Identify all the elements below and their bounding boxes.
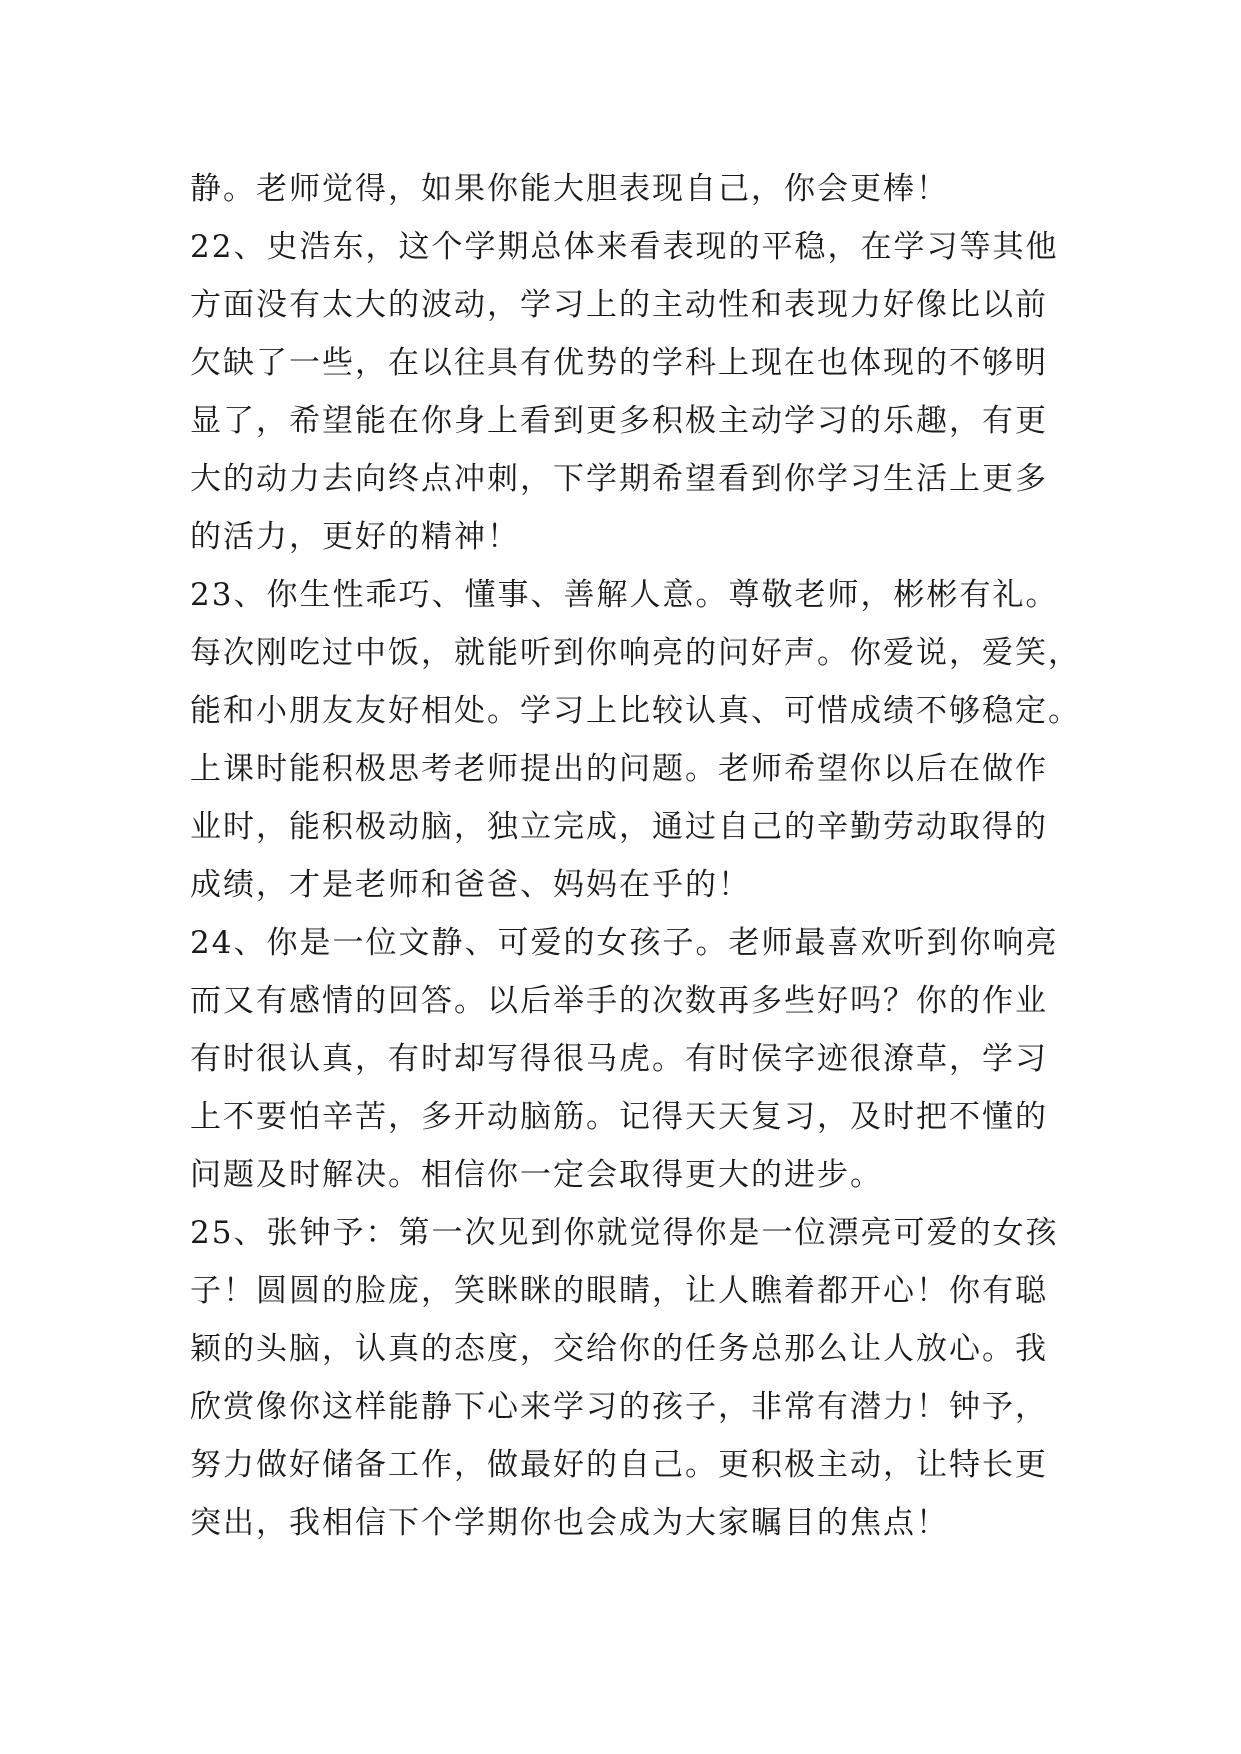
text-line: 显了，希望能在你身上看到更多积极主动学习的乐趣，有更 bbox=[190, 403, 1048, 439]
text-line: 每次刚吃过中饭，就能听到你响亮的问好声。你爱说，爱笑， bbox=[190, 635, 1081, 671]
text-line: 25、张钟予：第一次见到你就觉得你是一位漂亮可爱的女孩 bbox=[190, 1215, 1059, 1251]
text-line: 成绩，才是老师和爸爸、妈妈在乎的！ bbox=[190, 867, 751, 903]
text-line: 问题及时解决。相信你一定会取得更大的进步。 bbox=[190, 1157, 883, 1193]
text-line: 的活力，更好的精神！ bbox=[190, 519, 520, 555]
text-line: 努力做好储备工作，做最好的自己。更积极主动，让特长更 bbox=[190, 1447, 1048, 1483]
text-line: 子！圆圆的脸庞，笑眯眯的眼睛，让人瞧着都开心！你有聪 bbox=[190, 1273, 1048, 1309]
text-line: 业时，能积极动脑，独立完成，通过自己的辛勤劳动取得的 bbox=[190, 809, 1048, 845]
text-line: 上不要怕辛苦，多开动脑筋。记得天天复习，及时把不懂的 bbox=[190, 1099, 1048, 1135]
text-line: 能和小朋友友好相处。学习上比较认真、可惜成绩不够稳定。 bbox=[190, 693, 1081, 729]
text-line: 24、你是一位文静、可爱的女孩子。老师最喜欢听到你响亮 bbox=[190, 925, 1059, 961]
text-line: 大的动力去向终点冲刺，下学期希望看到你学习生活上更多 bbox=[190, 461, 1048, 497]
document-body bbox=[190, 160, 1090, 1552]
text-line: 23、你生性乖巧、懂事、善解人意。尊敬老师，彬彬有礼。 bbox=[190, 577, 1059, 613]
text-line: 而又有感情的回答。以后举手的次数再多些好吗？你的作业 bbox=[190, 983, 1048, 1019]
text-line: 突出，我相信下个学期你也会成为大家瞩目的焦点！ bbox=[190, 1505, 949, 1541]
text-line: 静。老师觉得，如果你能大胆表现自己，你会更棒！ bbox=[190, 171, 949, 207]
text-line: 有时很认真，有时却写得很马虎。有时侯字迹很潦草，学习 bbox=[190, 1041, 1048, 1077]
text-line: 欠缺了一些，在以往具有优势的学科上现在也体现的不够明 bbox=[190, 345, 1048, 381]
text-line: 22、史浩东，这个学期总体来看表现的平稳，在学习等其他 bbox=[190, 229, 1059, 265]
text-line: 上课时能积极思考老师提出的问题。老师希望你以后在做作 bbox=[190, 751, 1048, 787]
text-line: 方面没有太大的波动，学习上的主动性和表现力好像比以前 bbox=[190, 287, 1048, 323]
text-line: 欣赏像你这样能静下心来学习的孩子，非常有潜力！钟予， bbox=[190, 1389, 1048, 1425]
text-line: 颖的头脑，认真的态度，交给你的任务总那么让人放心。我 bbox=[190, 1331, 1048, 1367]
